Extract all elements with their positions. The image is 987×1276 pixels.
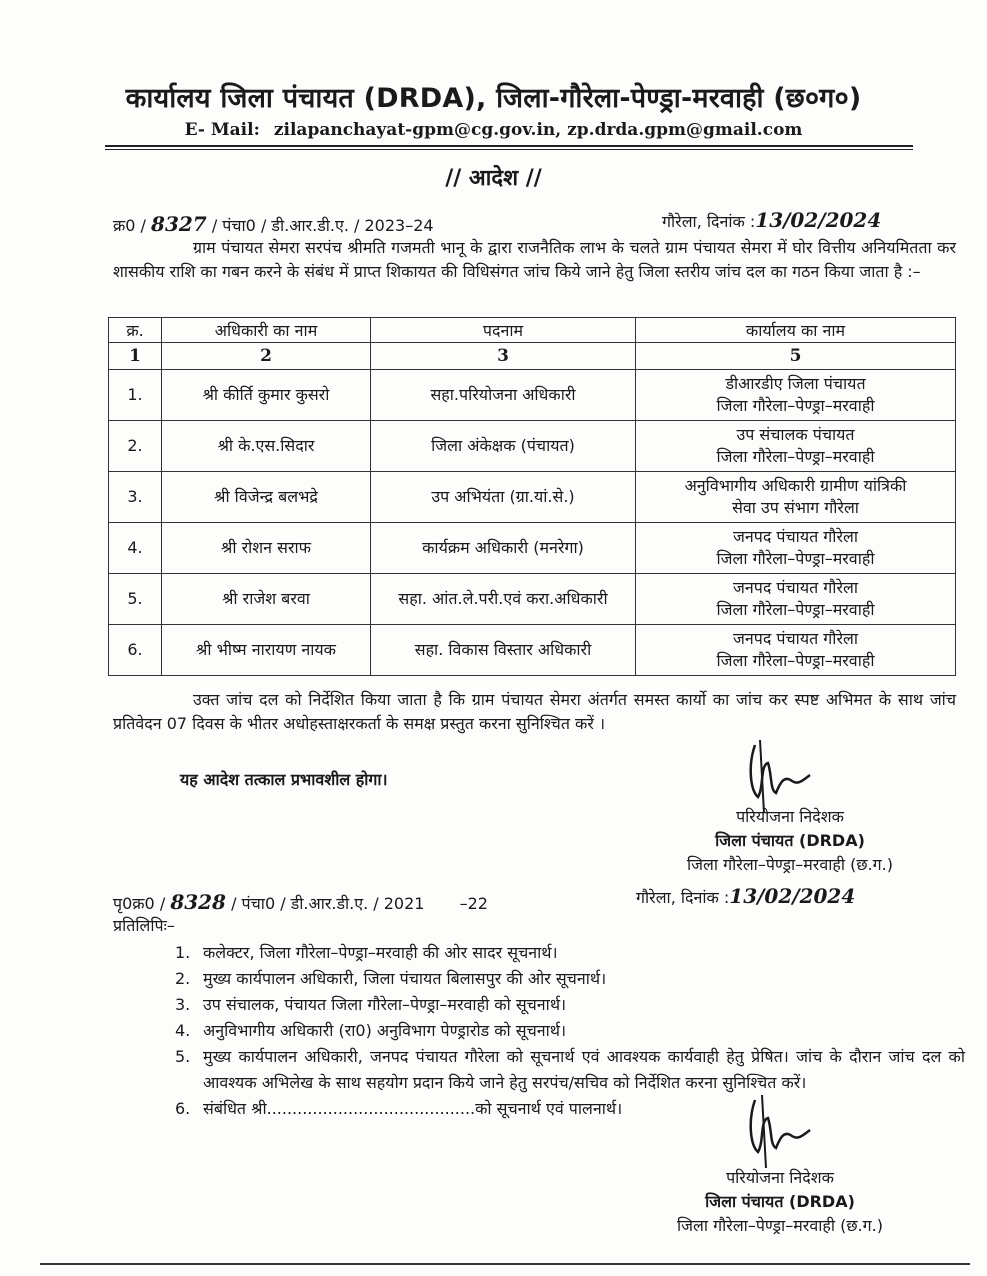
office-line-2: जिला गौरेला–पेण्ड्रा–मरवाही xyxy=(716,600,875,619)
row-number: 2. xyxy=(109,421,162,472)
item-text: अनुविभागीय अधिकारी (रा0) अनुविभाग पेण्ड्रारोड को सूचनार्थ। xyxy=(203,1021,567,1040)
office-line-1: उप संचालक पंचायत xyxy=(736,425,855,444)
date-label: गौरेला, दिनांक : xyxy=(662,212,756,231)
col-header-office: कार्यालय का नाम xyxy=(636,318,956,343)
order-title: // आदेश // xyxy=(445,166,542,191)
copy-label: प्रतिलिपिः– xyxy=(113,916,175,935)
officer-office xyxy=(636,523,956,574)
directive-paragraph: उक्त जांच दल को निर्देशित किया जाता है कि ग्राम पंचायत सेमरा अंतर्गत समस्त कार्यो का जांच कर स्पष्ट अभिमत के साथ जांच प्रतिवेदन 07 दिवस के भीतर अधोहस्ताक्षरकर्ता के समक्ष प्रस्तुत करना सुनिश्चित करें । xyxy=(113,690,956,733)
row-number: 6. xyxy=(109,625,162,676)
officer-designation: उप अभियंता (ग्रा.यां.से.) xyxy=(371,472,636,523)
item-text: कलेक्टर, जिला गौरेला–पेण्ड्रा–मरवाही की ओर सादर सूचनार्थ। xyxy=(203,943,558,962)
list-item xyxy=(175,992,965,1018)
item-text: उप संचालक, पंचायत जिला गौरेला–पेण्ड्रा–मरवाही को सूचनार्थ। xyxy=(203,995,567,1014)
officer-designation: सहा. विकास विस्तार अधिकारी xyxy=(371,625,636,676)
ref-suffix: / पंचा0 / डी.आर.डी.ए. / 2023–24 xyxy=(211,216,434,235)
ref2-number: 8328 xyxy=(170,890,226,914)
col-header-no: क्र. xyxy=(109,318,162,343)
date-line xyxy=(662,208,881,232)
office-line-1: जनपद पंचायत गौरेला xyxy=(733,629,858,648)
officer-name: श्री विजेन्द्र बलभद्रे xyxy=(162,472,371,523)
officers-table xyxy=(108,317,956,676)
col-header-name: अधिकारी का नाम xyxy=(162,318,371,343)
officer-name: श्री के.एस.सिदार xyxy=(162,421,371,472)
copy-date-line xyxy=(636,884,855,908)
copy-list xyxy=(175,940,965,1122)
signatory-district: जिला गौरेला–पेण्ड्रा–मरवाही (छ.ग.) xyxy=(677,1216,883,1235)
ref2-prefix: पृ0क्र0 / xyxy=(113,894,166,913)
table-row xyxy=(109,421,956,472)
officer-name: श्री राजेश बरवा xyxy=(162,574,371,625)
order-date: 13/02/2024 xyxy=(755,208,882,232)
officer-office xyxy=(636,625,956,676)
ref-number: 8327 xyxy=(151,212,207,236)
header-rule-thin xyxy=(105,149,913,150)
item-text: मुख्य कार्यपालन अधिकारी, जिला पंचायत बिलासपुर की ओर सूचनार्थ। xyxy=(203,969,607,988)
office-line-2: सेवा उप संभाग गौरेला xyxy=(732,498,859,517)
signatory-district: जिला गौरेला–पेण्ड्रा–मरवाही (छ.ग.) xyxy=(687,855,893,874)
signatory-office: जिला पंचायत (DRDA) xyxy=(715,831,865,850)
email-addresses: zilapanchayat-gpm@cg.gov.in, zp.drda.gpm@gmail.com xyxy=(273,120,803,140)
date-label: गौरेला, दिनांक : xyxy=(636,888,730,907)
office-line-2: जिला गौरेला–पेण्ड्रा–मरवाही xyxy=(716,549,875,568)
ref-prefix: क्र0 / xyxy=(113,216,146,235)
item-text: संबंधित श्री.........................................को सूचनार्थ एवं पालनार्थ। xyxy=(203,1099,623,1118)
effective-statement: यह आदेश तत्काल प्रभावशील होगा। xyxy=(180,770,388,789)
list-item xyxy=(175,1018,965,1044)
item-number: 4. xyxy=(175,1021,191,1040)
table-row xyxy=(109,472,956,523)
copy-date: 13/02/2024 xyxy=(729,884,856,908)
list-item xyxy=(175,1096,965,1122)
row-number: 4. xyxy=(109,523,162,574)
table-row xyxy=(109,523,956,574)
signatory-designation: परियोजना निदेशक xyxy=(736,807,844,826)
row-number: 5. xyxy=(109,574,162,625)
office-line-2: जिला गौरेला–पेण्ड्रा–मरवाही xyxy=(716,651,875,670)
officer-designation: सहा.परियोजना अधिकारी xyxy=(371,370,636,421)
reference-line xyxy=(113,212,434,236)
office-line-2: जिला गौरेला–पेण्ड्रा–मरवाही xyxy=(716,447,875,466)
office-title: कार्यालय जिला पंचायत (DRDA), जिला-गौरेला-पेण्ड्रा-मरवाही (छ०ग०) xyxy=(125,83,862,114)
col-number: 5 xyxy=(636,343,956,370)
officer-name: श्री रोशन सराफ xyxy=(162,523,371,574)
list-item xyxy=(175,966,965,992)
officer-designation: जिला अंकेक्षक (पंचायत) xyxy=(371,421,636,472)
officer-office xyxy=(636,421,956,472)
officer-designation: सहा. आंत.ले.परी.एवं करा.अधिकारी xyxy=(371,574,636,625)
col-header-designation: पदनाम xyxy=(371,318,636,343)
item-number: 2. xyxy=(175,969,191,988)
office-line-1: डीआरडीए जिला पंचायत xyxy=(725,374,866,393)
signatory-block-1 xyxy=(630,805,950,877)
officer-office xyxy=(636,370,956,421)
col-number: 2 xyxy=(162,343,371,370)
row-number: 3. xyxy=(109,472,162,523)
item-number: 1. xyxy=(175,943,191,962)
signatory-block-2 xyxy=(615,1166,945,1238)
officer-name: श्री कीर्ति कुमार कुसरो xyxy=(162,370,371,421)
office-line-2: जिला गौरेला–पेण्ड्रा–मरवाही xyxy=(716,396,875,415)
item-text: मुख्य कार्यपालन अधिकारी, जनपद पंचायत गौरेला को सूचनार्थ एवं आवश्यक कार्यवाही हेतु प्रेषित। जांच के दौरान जांच दल को आवश्यक अभिलेख के साथ सहयोग प्रदान किये जाने हेतु सरपंच/सचिव को निर्देशित करना सुनिश्चित करें। xyxy=(203,1047,965,1092)
footer-rule xyxy=(40,1263,970,1265)
office-line-1: जनपद पंचायत गौरेला xyxy=(733,578,858,597)
col-number: 3 xyxy=(371,343,636,370)
item-number: 3. xyxy=(175,995,191,1014)
officer-designation: कार्यक्रम अधिकारी (मनरेगा) xyxy=(371,523,636,574)
list-item xyxy=(175,940,965,966)
ref2-suffix2: –22 xyxy=(459,894,488,913)
item-number: 5. xyxy=(175,1047,191,1066)
signature-2 xyxy=(720,1090,830,1170)
header-rule xyxy=(105,145,913,147)
table-row xyxy=(109,370,956,421)
officer-office xyxy=(636,574,956,625)
intro-paragraph: ग्राम पंचायत सेमरा सरपंच श्रीमति गजमती भानू के द्वारा राजनैतिक लाभ के चलते ग्राम पंचायत सेमरा में घोर वित्तीय अनियमितता कर शासकीय राशि का गबन करने के संबंध में प्राप्त शिकायत की विधिसंगत जांच किये जाने हेतु जिला स्तरीय जांच दल का गठन किया जाता है :– xyxy=(113,238,956,281)
col-number: 1 xyxy=(109,343,162,370)
signatory-designation: परियोजना निदेशक xyxy=(726,1168,834,1187)
ref2-suffix: / पंचा0 / डी.आर.डी.ए. / 2021 xyxy=(231,894,425,913)
office-line-1: अनुविभागीय अधिकारी ग्रामीण यांत्रिकी xyxy=(684,476,907,495)
signature-1 xyxy=(720,735,830,815)
copy-reference-line xyxy=(113,890,488,914)
officer-office xyxy=(636,472,956,523)
signatory-office: जिला पंचायत (DRDA) xyxy=(705,1192,855,1211)
row-number: 1. xyxy=(109,370,162,421)
list-item xyxy=(175,1044,965,1096)
office-line-1: जनपद पंचायत गौरेला xyxy=(733,527,858,546)
item-number: 6. xyxy=(175,1099,191,1118)
table-row xyxy=(109,574,956,625)
email-label: E- Mail: xyxy=(184,120,260,140)
officer-name: श्री भीष्म नारायण नायक xyxy=(162,625,371,676)
table-row xyxy=(109,625,956,676)
email-line xyxy=(0,120,987,140)
